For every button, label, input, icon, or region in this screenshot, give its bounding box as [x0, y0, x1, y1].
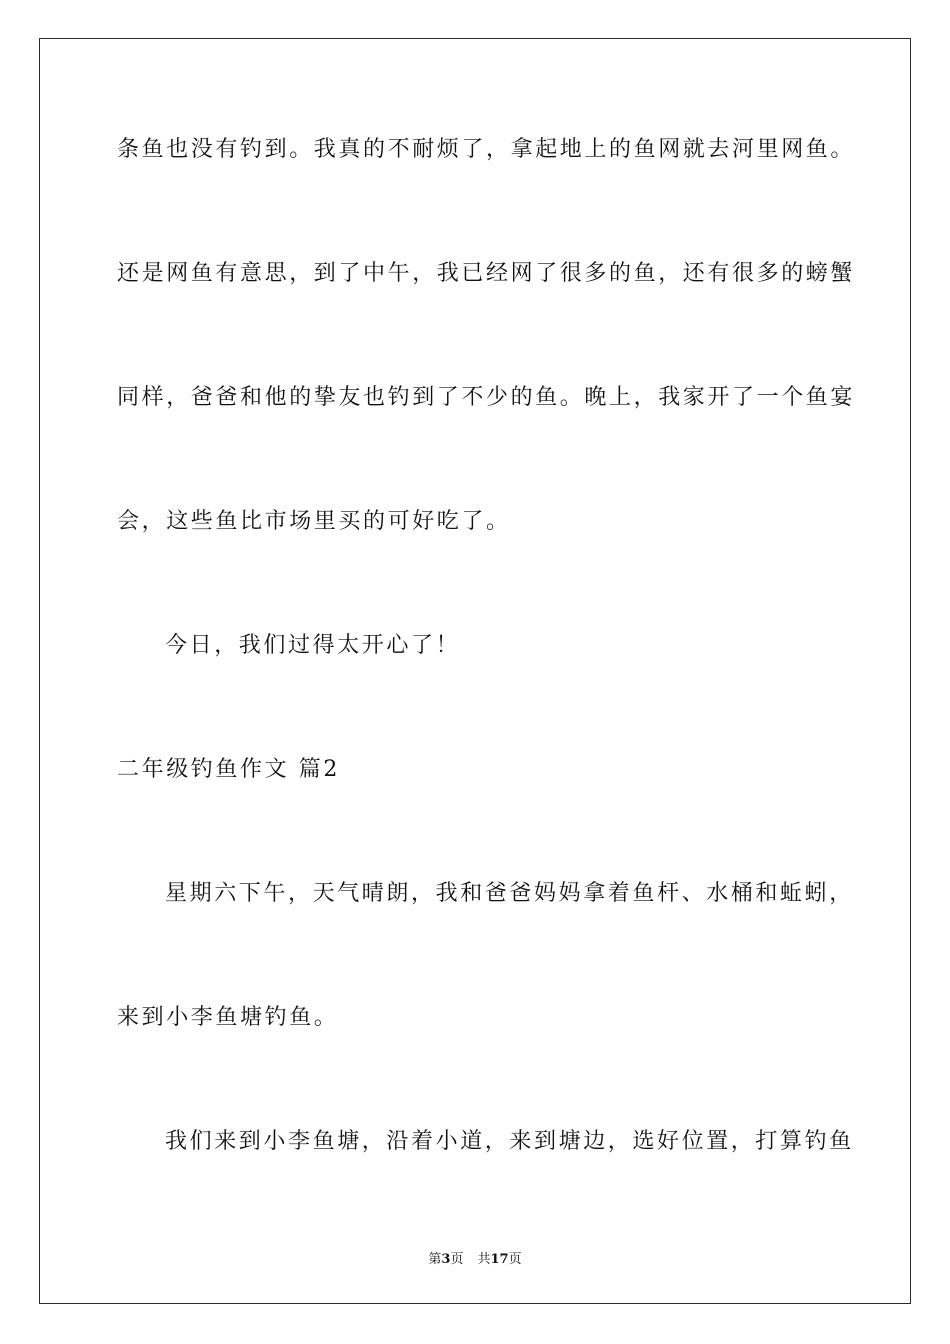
footer-total-number: 17 — [490, 1252, 509, 1267]
section-heading: 二年级钓鱼作文 篇2 — [117, 757, 340, 782]
footer-page-number: 3 — [441, 1252, 451, 1267]
section-line-2: 来到小李鱼塘钓鱼。 — [117, 1005, 339, 1030]
page-border — [39, 38, 911, 1304]
body-line-3: 同样，爸爸和他的挚友也钓到了不少的鱼。晚上，我家开了一个鱼宴 — [117, 385, 856, 410]
footer-page-prefix: 第 — [428, 1252, 442, 1267]
body-line-4: 会，这些鱼比市场里买的可好吃了。 — [117, 509, 511, 534]
body-line-2: 还是网鱼有意思，到了中午，我已经网了很多的鱼，还有很多的螃蟹 — [117, 261, 856, 286]
section-line-3: 我们来到小李鱼塘，沿着小道，来到塘边，选好位置，打算钓鱼 — [165, 1129, 854, 1154]
section-line-1: 星期六下午，天气晴朗，我和爸爸妈妈拿着鱼杆、水桶和蚯蚓， — [165, 881, 854, 906]
footer-total-suffix: 页 — [508, 1252, 522, 1267]
body-line-1: 条鱼也没有钓到。我真的不耐烦了，拿起地上的鱼网就去河里网鱼。 — [117, 137, 856, 162]
footer-page-suffix: 页 — [450, 1252, 464, 1267]
footer-total-prefix: 共 — [477, 1252, 491, 1267]
body-paragraph-closing: 今日，我们过得太开心了！ — [165, 633, 461, 658]
page-footer — [0, 1248, 950, 1267]
